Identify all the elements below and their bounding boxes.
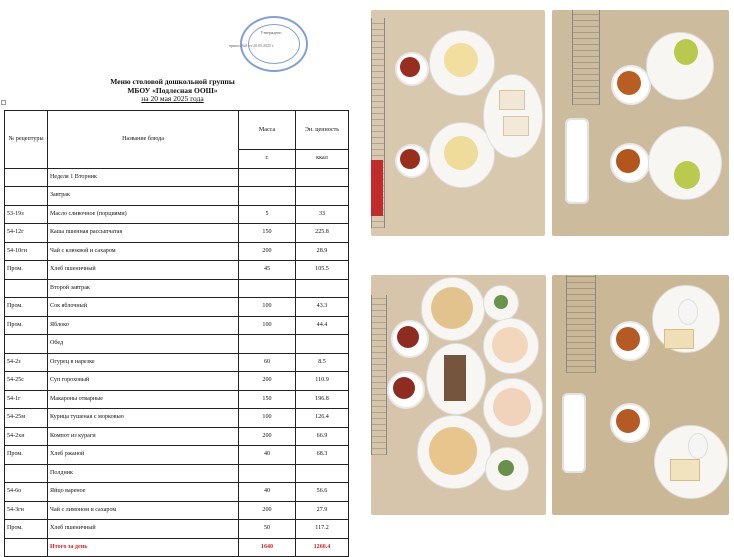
cell-mass bbox=[239, 464, 296, 483]
cell-name: Суп гороховый bbox=[48, 372, 239, 391]
juice-icon bbox=[617, 71, 641, 95]
cell-name: Макароны отварные bbox=[48, 390, 239, 409]
cell-code: 54-25с bbox=[5, 372, 48, 391]
table-row bbox=[5, 261, 349, 280]
cup-stack-icon bbox=[565, 118, 589, 204]
bread-icon bbox=[664, 329, 694, 349]
unit-energy: ккал bbox=[296, 150, 349, 169]
cell-kcal: 126.4 bbox=[296, 409, 349, 428]
cell-kcal: 225.8 bbox=[296, 224, 349, 243]
cell-mass: 200 bbox=[239, 242, 296, 261]
cell-code: 53-19з bbox=[5, 205, 48, 224]
cell-kcal bbox=[296, 335, 349, 354]
table-anchor-marker bbox=[1, 100, 6, 105]
cell-mass: 150 bbox=[239, 224, 296, 243]
juice-icon bbox=[616, 149, 640, 173]
cell-name: Обед bbox=[48, 335, 239, 354]
cell-mass bbox=[239, 279, 296, 298]
bread-icon bbox=[670, 459, 700, 481]
table-row bbox=[5, 353, 349, 372]
bread-icon bbox=[503, 116, 529, 136]
stamp-note: приказ №8 от 20.05.2025 г bbox=[229, 43, 274, 48]
cell-kcal: 105.5 bbox=[296, 261, 349, 280]
table-row bbox=[5, 427, 349, 446]
header-energy: Эн. ценность bbox=[296, 111, 349, 150]
total-label: Итого за день bbox=[48, 538, 239, 557]
cell-kcal: 44.4 bbox=[296, 316, 349, 335]
cell-kcal: 28.9 bbox=[296, 242, 349, 261]
egg-icon bbox=[688, 433, 708, 459]
cell-mass: 40 bbox=[239, 483, 296, 502]
egg-icon bbox=[678, 299, 698, 325]
compote-icon bbox=[397, 326, 419, 348]
cell-kcal bbox=[296, 464, 349, 483]
cucumber-icon bbox=[494, 295, 508, 309]
total-mass: 1640 bbox=[239, 538, 296, 557]
cell-name: Компот из кураги bbox=[48, 427, 239, 446]
cell-code: 54-1г bbox=[5, 390, 48, 409]
cell-code: Пром. bbox=[5, 446, 48, 465]
cell-mass: 100 bbox=[239, 409, 296, 428]
title-line-1: Меню столовой дошкольной группы bbox=[110, 77, 235, 86]
apple-icon bbox=[674, 39, 698, 65]
cell-mass: 200 bbox=[239, 372, 296, 391]
cell-code bbox=[5, 187, 48, 206]
cell-mass: 100 bbox=[239, 298, 296, 317]
table-row bbox=[5, 279, 349, 298]
cell-code: Пром. bbox=[5, 298, 48, 317]
tea-icon bbox=[400, 57, 420, 77]
cell-code bbox=[5, 335, 48, 354]
cell-mass bbox=[239, 187, 296, 206]
cell-name: Второй завтрак bbox=[48, 279, 239, 298]
cell-code: 54-25м bbox=[5, 409, 48, 428]
table-header-row bbox=[5, 111, 349, 150]
cell-name: Курица тушеная с морковью bbox=[48, 409, 239, 428]
meal-photo-breakfast bbox=[371, 10, 545, 236]
cell-name: Хлеб ржаной bbox=[48, 446, 239, 465]
cell-kcal bbox=[296, 168, 349, 187]
header-mass: Масса bbox=[239, 111, 296, 150]
cell-code: Пром. bbox=[5, 261, 48, 280]
title-line-2: МБОУ «Подлесная ООШ» bbox=[127, 85, 218, 95]
menu-document bbox=[0, 0, 345, 550]
cell-kcal: 43.3 bbox=[296, 298, 349, 317]
pasta-chicken-icon bbox=[493, 388, 531, 426]
cell-name: Полдник bbox=[48, 464, 239, 483]
cell-kcal: 68.3 bbox=[296, 446, 349, 465]
porridge-icon bbox=[444, 136, 478, 170]
meal-photo-snack bbox=[552, 275, 729, 515]
menu-rows bbox=[5, 168, 349, 538]
bread-icon bbox=[499, 90, 525, 110]
menu-title bbox=[0, 78, 345, 104]
cell-name: Неделя 1 Вторник bbox=[48, 168, 239, 187]
compote-icon bbox=[393, 377, 415, 399]
table-row bbox=[5, 464, 349, 483]
table-row bbox=[5, 372, 349, 391]
tea-icon bbox=[616, 409, 640, 433]
cell-code bbox=[5, 168, 48, 187]
cell-mass: 200 bbox=[239, 501, 296, 520]
cucumber-icon bbox=[498, 460, 514, 476]
meal-photo-lunch bbox=[371, 275, 546, 515]
table-row bbox=[5, 446, 349, 465]
table-row bbox=[5, 483, 349, 502]
dish-rack-icon bbox=[371, 295, 387, 455]
cell-code: 54-6о bbox=[5, 483, 48, 502]
cell-mass bbox=[239, 168, 296, 187]
cell-kcal: 196.8 bbox=[296, 390, 349, 409]
tea-icon bbox=[616, 327, 640, 351]
cell-code: 54-10гн bbox=[5, 242, 48, 261]
cell-kcal: 27.9 bbox=[296, 501, 349, 520]
header-recipe: № рецептуры bbox=[5, 111, 48, 169]
cell-code bbox=[5, 279, 48, 298]
cell-kcal: 33 bbox=[296, 205, 349, 224]
cell-mass: 60 bbox=[239, 353, 296, 372]
cell-mass: 40 bbox=[239, 446, 296, 465]
tea-icon bbox=[400, 149, 420, 169]
cup-stack-icon bbox=[562, 393, 586, 473]
stamp-text: Утверждено bbox=[260, 30, 282, 35]
cell-mass: 45 bbox=[239, 261, 296, 280]
cell-kcal bbox=[296, 279, 349, 298]
table-row bbox=[5, 242, 349, 261]
cell-kcal bbox=[296, 187, 349, 206]
total-code bbox=[5, 538, 48, 557]
cell-name: Каша пшенная рассыпчатая bbox=[48, 224, 239, 243]
dish-rack-icon bbox=[572, 10, 600, 105]
table-row bbox=[5, 168, 349, 187]
table-row bbox=[5, 520, 349, 539]
cell-name: Хлеб пшеничный bbox=[48, 520, 239, 539]
cell-code bbox=[5, 464, 48, 483]
cell-name: Чай с клюквой и сахаром bbox=[48, 242, 239, 261]
rye-bread-icon bbox=[444, 355, 466, 401]
cell-name: Чай с лимоном и сахаром bbox=[48, 501, 239, 520]
menu-table bbox=[4, 110, 349, 557]
cell-mass: 100 bbox=[239, 316, 296, 335]
cell-kcal: 66.9 bbox=[296, 427, 349, 446]
cell-code: 54-2з bbox=[5, 353, 48, 372]
cell-name: Хлеб пшеничный bbox=[48, 261, 239, 280]
cell-name: Масло сливочное (порциями) bbox=[48, 205, 239, 224]
cell-kcal: 8.5 bbox=[296, 353, 349, 372]
cell-name: Завтрак bbox=[48, 187, 239, 206]
cell-name: Яблоко bbox=[48, 316, 239, 335]
unit-mass: г. bbox=[239, 150, 296, 169]
cell-name: Огурец в нарезке bbox=[48, 353, 239, 372]
cell-code: Пром. bbox=[5, 316, 48, 335]
cell-mass: 150 bbox=[239, 390, 296, 409]
total-kcal: 1260.4 bbox=[296, 538, 349, 557]
table-row bbox=[5, 335, 349, 354]
table-row bbox=[5, 390, 349, 409]
total-row bbox=[5, 538, 349, 557]
porridge-icon bbox=[444, 43, 478, 77]
cell-code: Пром. bbox=[5, 520, 48, 539]
cell-mass: 50 bbox=[239, 520, 296, 539]
cup-stack-icon bbox=[371, 160, 383, 216]
cell-mass: 5 bbox=[239, 205, 296, 224]
dish-rack-icon bbox=[566, 275, 596, 373]
cell-kcal: 117.2 bbox=[296, 520, 349, 539]
cell-code: 54-3гн bbox=[5, 501, 48, 520]
table-row bbox=[5, 224, 349, 243]
cell-code: 54-12г bbox=[5, 224, 48, 243]
menu-date: на 20 мая 2025 года bbox=[141, 94, 204, 103]
cell-mass bbox=[239, 335, 296, 354]
cell-name: Сок яблочный bbox=[48, 298, 239, 317]
cell-mass: 200 bbox=[239, 427, 296, 446]
cell-kcal: 56.6 bbox=[296, 483, 349, 502]
cell-name: Яйцо вареное bbox=[48, 483, 239, 502]
table-row bbox=[5, 316, 349, 335]
header-dish: Название блюда bbox=[48, 111, 239, 169]
meal-photo-second-breakfast bbox=[552, 10, 729, 236]
table-row bbox=[5, 409, 349, 428]
pasta-chicken-icon bbox=[492, 327, 528, 363]
pea-soup-icon bbox=[431, 287, 473, 329]
pea-soup-icon bbox=[429, 427, 477, 475]
table-row bbox=[5, 187, 349, 206]
cell-kcal: 110.9 bbox=[296, 372, 349, 391]
cell-code: 54-2хн bbox=[5, 427, 48, 446]
table-row bbox=[5, 298, 349, 317]
table-row bbox=[5, 501, 349, 520]
apple-icon bbox=[674, 161, 700, 189]
table-row bbox=[5, 205, 349, 224]
